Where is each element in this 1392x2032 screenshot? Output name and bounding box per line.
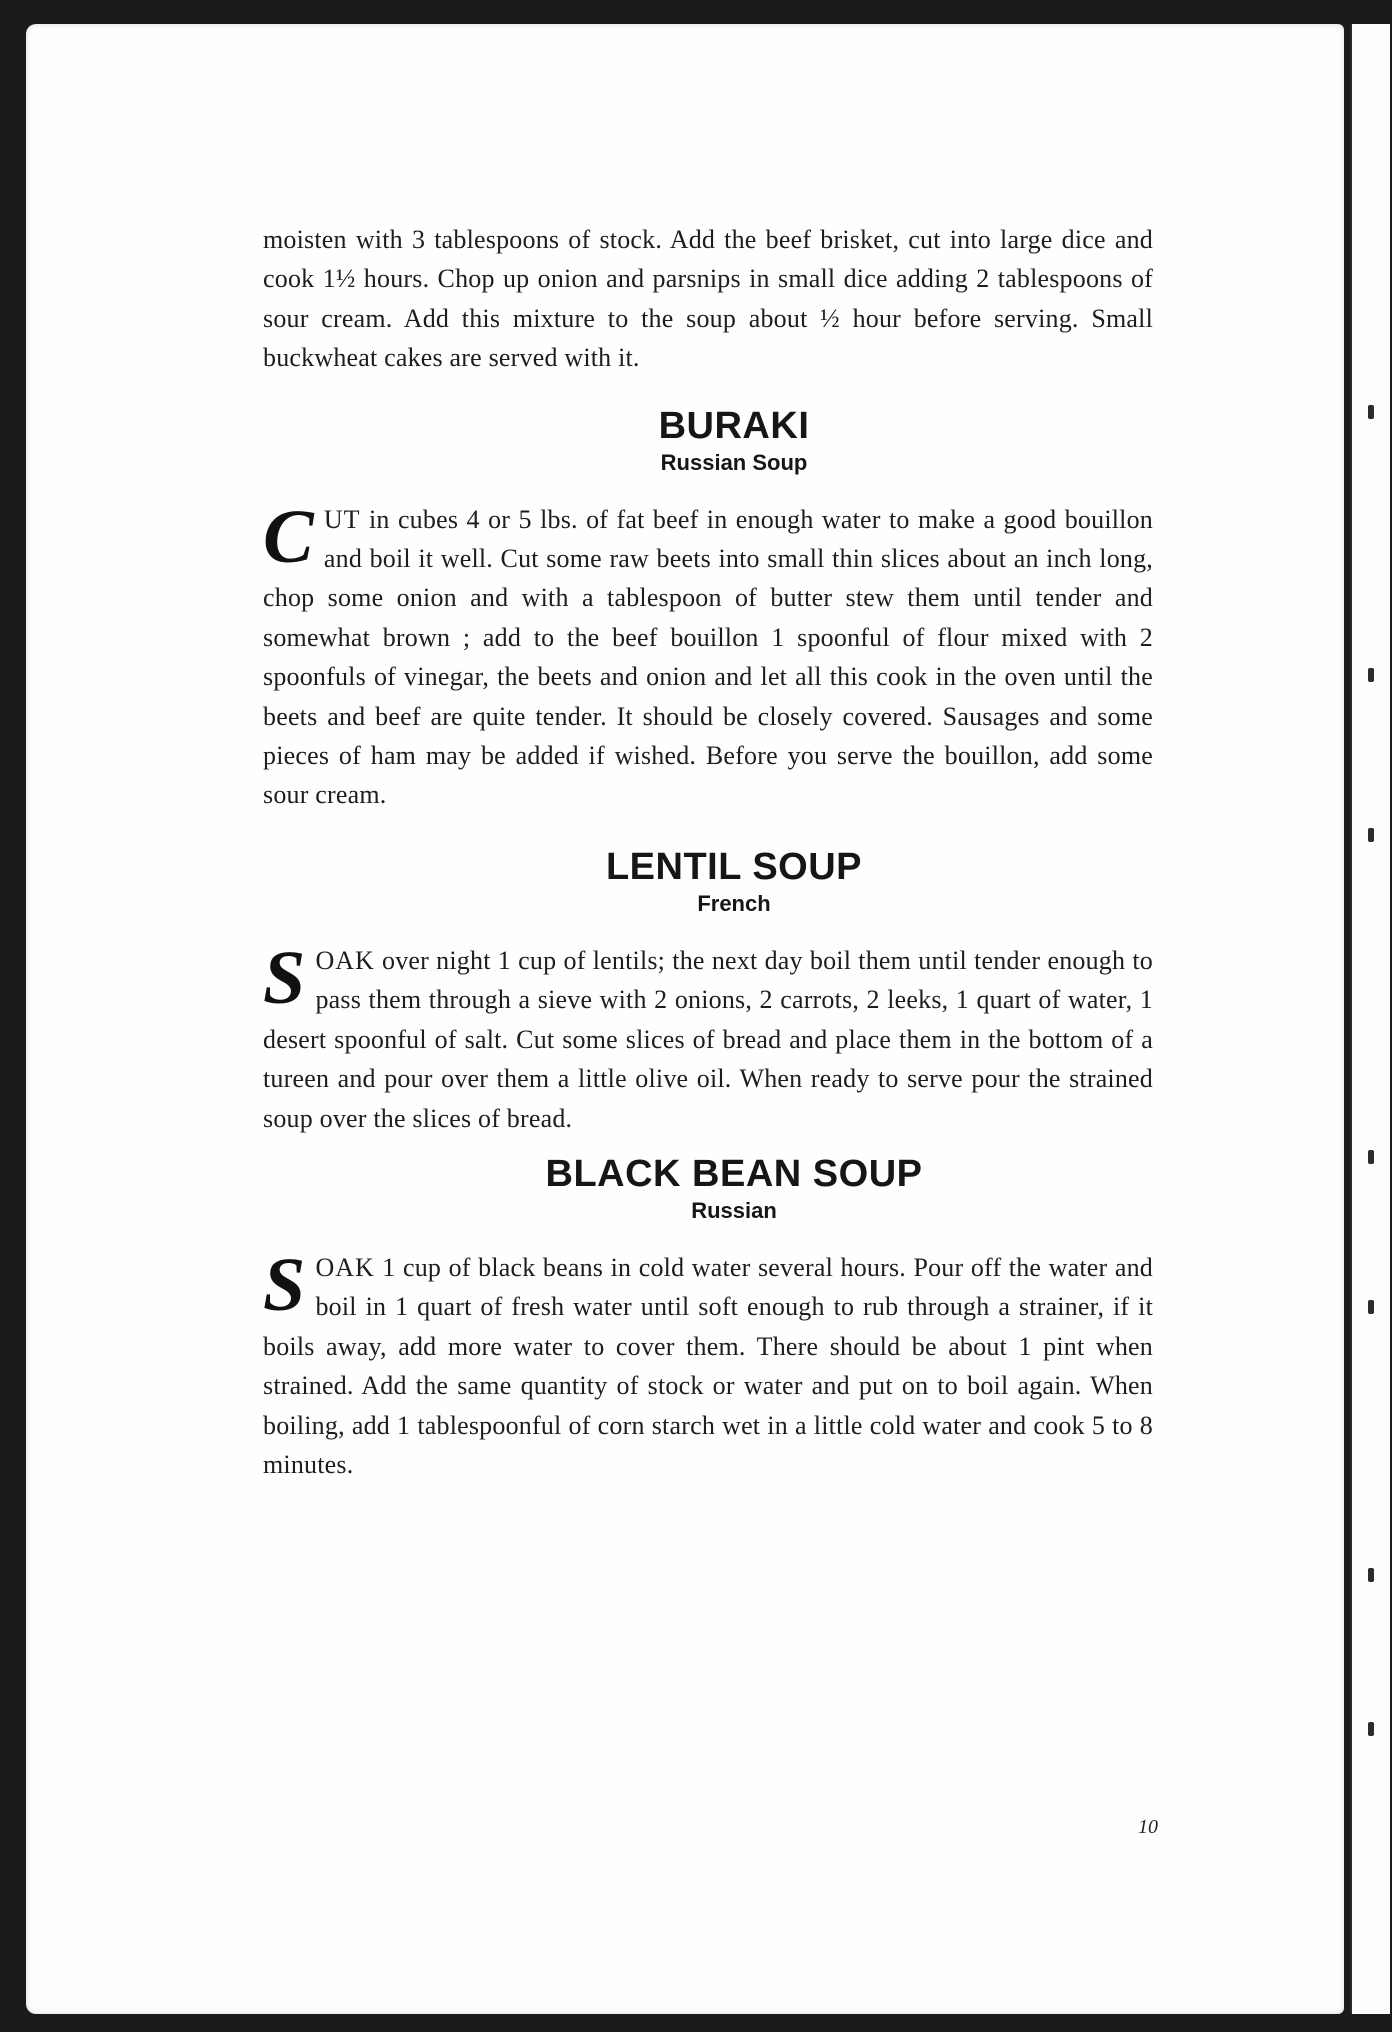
- edge-mark: [1368, 405, 1374, 419]
- page-number: 10: [1138, 1816, 1158, 1838]
- edge-mark: [1368, 1722, 1374, 1736]
- recipe-body: [263, 494, 1153, 815]
- recipe-subtitle: French: [697, 890, 771, 916]
- recipe-subtitle: Russian Soup: [660, 449, 808, 475]
- edge-mark: [1368, 828, 1374, 842]
- recipe-body: [263, 935, 1153, 1138]
- recipe-black-bean-soup: [263, 1152, 1153, 1484]
- lead-word: OAK: [315, 1252, 375, 1282]
- lead-word: UT: [323, 504, 361, 534]
- recipe-lentil-soup: [263, 845, 1153, 1138]
- recipe-body-text: 1 cup of black beans in cold water several hours. Pour off the water and boil in 1 quart of fresh water until soft enough to rub through a strainer, if it boils away, add more water to cover them. There should be about 1 pint when strained. Add the same quantity of stock or water and put on to boil again. When boiling, add 1 tablespoonful of corn starch wet in a little cold water and cook 5 to 8 minutes.: [263, 1252, 1153, 1479]
- drop-cap: S: [263, 935, 306, 1020]
- edge-mark: [1368, 1150, 1374, 1164]
- recipe-title: BURAKI: [658, 404, 810, 447]
- edge-mark: [1368, 668, 1374, 682]
- edge-mark: [1368, 1568, 1374, 1582]
- facing-page-edge: [1350, 24, 1390, 2014]
- drop-cap: S: [263, 1242, 306, 1327]
- recipe-body-text: over night 1 cup of lentils; the next day boil them until tender enough to pass them through a sieve with 2 onions, 2 carrots, 2 leeks, 1 quart of water, 1 desert spoonful of salt. Cut some slices of bread and place them in the bottom of a tureen and pour over them a little olive oil. When ready to serve pour the strained soup over the slices of bread.: [263, 945, 1153, 1133]
- page-text-column: [263, 220, 1153, 1484]
- drop-cap: C: [263, 494, 314, 579]
- recipe-title: BLACK BEAN SOUP: [545, 1152, 923, 1195]
- edge-mark: [1368, 1300, 1374, 1314]
- recipe-body: [263, 1242, 1153, 1484]
- recipe-body-text: in cubes 4 or 5 lbs. of fat beef in enough water to make a good bouillon and boil it well. Cut some raw beets into small thin slices about an inch long, chop some onion and with a tablespoon of butter stew them until tender and somewhat brown ; add to the beef bouillon 1 spoonful of flour mixed with 2 spoonfuls of vinegar, the beets and onion and let all this cook in the oven until the beets and beef are quite tender. It should be closely covered. Sausages and some pieces of ham may be added if wished. Before you serve the bouillon, add some sour cream.: [263, 504, 1153, 810]
- intro-paragraph: moisten with 3 tablespoons of stock. Add the beef brisket, cut into large dice and cook 1½ hours. Chop up onion and parsnips in small dice adding 2 tablespoons of sour cream. Add this mixture to the soup about ½ hour before serving. Small buckwheat cakes are served with it.: [263, 225, 1153, 373]
- recipe-title: LENTIL SOUP: [605, 845, 863, 888]
- recipe-buraki: [263, 404, 1153, 815]
- lead-word: OAK: [315, 945, 375, 975]
- recipe-subtitle: Russian: [691, 1197, 777, 1223]
